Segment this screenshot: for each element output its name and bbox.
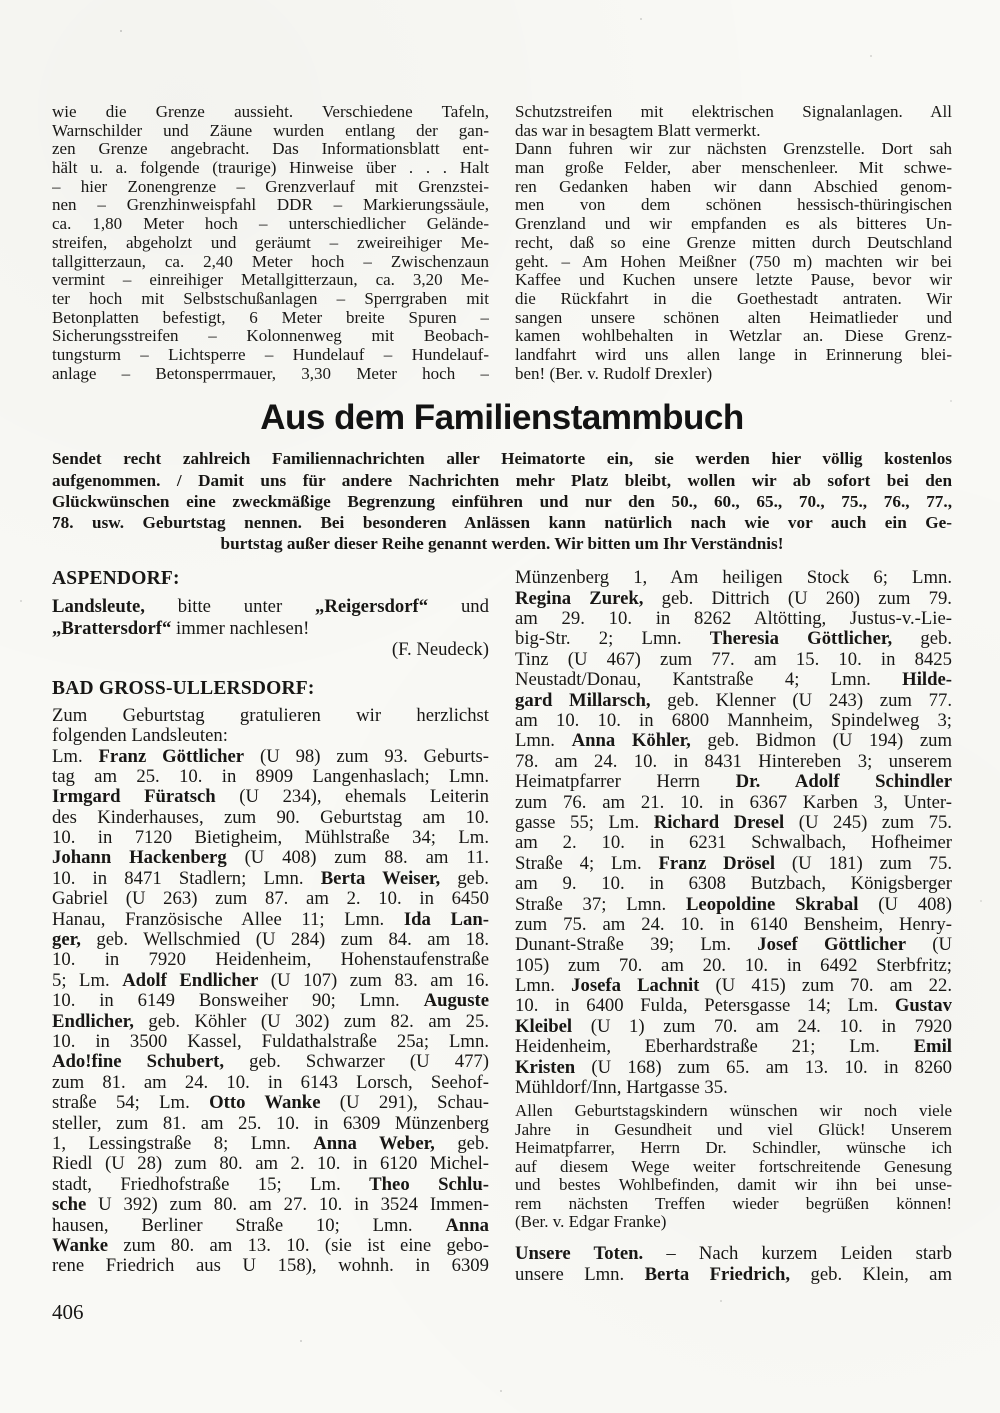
grenzfahrt-left-column — [52, 103, 489, 383]
text-line: Heidenheim, Eberhardstraße 21; Lm. Emil — [515, 1037, 952, 1058]
text-line: 105) zum 70. am 20. 10. in 6492 Sterbfritz; — [515, 955, 952, 976]
section-gap — [52, 661, 489, 678]
text-line: Kristen (U 168) zum 65. am 13. 10. in 8260 — [515, 1057, 952, 1078]
text-line: 1, Lessingstraße 8; Lmn. Anna Weber, geb. — [52, 1133, 489, 1154]
text-line: Mühldorf/Inn, Hartgasse 35. — [515, 1078, 728, 1099]
text-line: zen Grenze angebracht. Das Informationsblatt ent- — [52, 140, 489, 159]
text-line: tallgitterzaun, ca. 2,40 Meter hoch – Zwischenzaun — [52, 252, 489, 271]
aspendorf-text — [52, 596, 489, 661]
text-line: ren Gedanken haben wir dann Abschied genom- — [515, 177, 952, 196]
body-left-column — [52, 568, 489, 1285]
text-line: streifen, abgeholzt und geräumt – zweireihiger Me- — [52, 233, 489, 252]
text-line: zum 76. am 21. 10. in 6367 Karben 3, Unter- — [515, 792, 952, 813]
text-line: rene Friedrich aus U 158), wohnh. in 6309 — [52, 1256, 489, 1277]
text-line: vermint – einreihiger Metallgitterzaun, ca. 3,20 Me- — [52, 271, 489, 290]
text-line: „Brattersdorf“ immer nachlesen! — [52, 617, 310, 639]
text-line: Sendet recht zahlreich Familiennachrichten aller Heimatorte ein, sie werden hier völlig kostenlos — [52, 449, 952, 469]
text-line: 10. in 7920 Heidenheim, Hohenstaufenstraße — [52, 950, 489, 971]
text-line: recht, daß so eine Grenze mitten durch Deutschland — [515, 233, 952, 252]
text-line: hausen, Berliner Straße 10; Lmn. Anna — [52, 1215, 489, 1236]
text-line: landfahrt wird uns allen lange in Erinnerung blei- — [515, 345, 952, 364]
text-line: rem nächsten Treffen wieder begrüßen können! — [515, 1194, 952, 1213]
text-line: Allen Geburtstagskindern wünschen wir noch viele — [515, 1102, 952, 1121]
text-line: Regina Zurek, geb. Dittrich (U 260) zum 79. — [515, 588, 952, 609]
text-line: Hanau, Französische Allee 11; Lmn. Ida Lan- — [52, 909, 489, 930]
text-line: gasse 55; Lm. Richard Dresel (U 245) zum 75. — [515, 812, 952, 833]
text-line: ter hoch mit Selbstschußanlagen – Sperrgraben mit — [52, 289, 489, 308]
text-line: aufgenommen. / Damit uns für andere Nachrichten mehr Platz bleibt, wollen wir ab sofort bei den — [52, 470, 952, 490]
text-line: Irmgard Füratsch (U 234), ehemals Leiterin — [52, 787, 489, 808]
section-heading-bad-gross-ullersdorf: BAD GROSS-ULLERSDORF: — [52, 677, 315, 699]
text-line: Heimatpfarrer, Herrn Dr. Schindler, wünsche ich — [515, 1139, 952, 1158]
grenzfahrt-right-column — [515, 103, 952, 383]
text-line: anlage – Betonsperrmauer, 3,30 Meter hoch – — [52, 364, 489, 383]
grenzfahrt-article — [52, 103, 952, 383]
text-line: tungsturm – Lichtsperre – Hundelauf – Hundelauf- — [52, 345, 489, 364]
text-line: man große Felder, aber menschenleer. Mit schwe- — [515, 159, 952, 178]
text-line: am 9. 10. in 6308 Butzbach, Königsberger — [515, 874, 952, 895]
section-bad-gross-ullersdorf — [52, 678, 489, 1277]
body-right-column — [515, 568, 952, 1285]
text-line: Landsleute, bitte unter „Reigersdorf“ und — [52, 596, 489, 618]
text-line: 78. usw. Geburtstag nennen. Bei besonderen Anlässen kann natürlich nach wie vor auch ein Ge- — [52, 512, 952, 532]
text-line: Straße 4; Lm. Franz Drösel (U 181) zum 75. — [515, 853, 952, 874]
text-line: Warnschilder und Zäune wurden entlang der gan- — [52, 121, 489, 140]
text-line: 10. in 6400 Fulda, Petersgasse 14; Lm. Gustav — [515, 996, 952, 1017]
text-line: des Kinderhauses, zum 90. Geburtstag am 10. — [52, 807, 489, 828]
text-line: wie die Grenze aussieht. Verschiedene Tafeln, — [52, 103, 489, 121]
text-line: Wanke zum 80. am 13. 10. (sie ist eine gebo- — [52, 1235, 489, 1256]
text-line: Schutzstreifen mit elektrischen Signalanlagen. All — [515, 103, 952, 121]
text-line: Sicherungsstreifen – Kolonnenweg mit Beobach- — [52, 327, 489, 346]
text-line: auf diesem Wege weiter fortschreitende Genesung — [515, 1157, 952, 1176]
text-line: hält u. a. folgende (traurige) Hinweise über . . . Halt — [52, 159, 489, 178]
text-line: geht. – Am Hohen Meißner (750 m) machten wir bei — [515, 252, 952, 271]
text-line: (Ber. v. Edgar Franke) — [515, 1213, 667, 1232]
text-line: Kaffee und Kuchen unsere letzte Pause, bevor wir — [515, 271, 952, 290]
text-line: Straße 37; Lmn. Leopoldine Skrabal (U 408) — [515, 894, 952, 915]
text-line: unsere Lmn. Berta Friedrich, geb. Klein, am — [515, 1263, 952, 1285]
text-line: kamen wohlbehalten in Wetzlar an. Diese Grenz- — [515, 327, 952, 346]
text-line: sche U 392) zum 80. am 27. 10. in 3524 Immen- — [52, 1195, 489, 1216]
text-line: Heimatpfarrer Herrn Dr. Adolf Schindler — [515, 772, 952, 793]
text-line: stadt, Friedhofstraße 15; Lm. Theo Schlu- — [52, 1174, 489, 1195]
text-line: Unsere Toten. – Nach kurzem Leiden starb — [515, 1242, 952, 1264]
text-line: Lmn. Anna Köhler, geb. Bidmon (U 194) zum — [515, 731, 952, 752]
text-line: – hier Zonengrenze – Grenzverlauf mit Grenzstei- — [52, 177, 489, 196]
birthday-wishes-note — [515, 1102, 952, 1232]
text-line: burtstag außer dieser Reihe genannt werden. Wir bitten um Ihr Verständnis! — [220, 534, 784, 554]
text-line: die Rückfahrt in die Goethestadt antraten. Wir — [515, 289, 952, 308]
text-line: 10. in 6149 Bonsweiher 90; Lmn. Auguste — [52, 991, 489, 1012]
text-line: straße 54; Lm. Otto Wanke (U 291), Schau- — [52, 1093, 489, 1114]
text-line: (F. Neudeck) — [391, 639, 489, 661]
text-line: sangen unsere schönen alten Heimatlieder und — [515, 308, 952, 327]
text-line: Lmn. Josefa Lachnit (U 415) zum 70. am 22. — [515, 976, 952, 997]
text-line: am 10. 10. in 6800 Mannheim, Spindelweg 3; — [515, 710, 952, 731]
text-line: big-Str. 2; Lmn. Theresia Göttlicher, geb. — [515, 629, 952, 650]
text-line: Betonplatten befestigt, 6 Meter breite Spuren – — [52, 308, 489, 327]
text-line: Zum Geburtstag gratulieren wir herzlichst — [52, 705, 489, 726]
text-line: ben! (Ber. v. Rudolf Drexler) — [515, 364, 713, 383]
text-line: gard Millarsch, geb. Klenner (U 243) zum 77. — [515, 690, 952, 711]
text-line: Lm. Franz Göttlicher (U 98) zum 93. Geburts- — [52, 746, 489, 767]
text-line: steller, zum 81. am 25. 10. in 6309 Münzenberg — [52, 1113, 489, 1134]
text-line: am 2. 10. in 6231 Schwalbach, Hofheimer — [515, 833, 952, 854]
text-line: Ado!fine Schubert, geb. Schwarzer (U 477) — [52, 1052, 489, 1073]
text-line: Grenzland und wir empfanden es als bitteres Un- — [515, 215, 952, 234]
text-line: Münzenberg 1, Am heiligen Stock 6; Lmn. — [515, 568, 952, 589]
text-line: nen – Grenzhinweispfahl DDR – Markierungssäule, — [52, 196, 489, 215]
text-line: ger, geb. Wellschmied (U 284) zum 84. am 18. — [52, 930, 489, 951]
text-line: das war in besagtem Blatt vermerkt. — [515, 121, 761, 140]
text-line: zum 75. am 24. 10. in 6140 Bensheim, Henry- — [515, 914, 952, 935]
text-line: 10. in 3500 Kassel, Fuldathalstraße 25a; Lmn. — [52, 1032, 489, 1052]
text-line: Johann Hackenberg (U 408) zum 88. am 11. — [52, 848, 489, 869]
text-line: Jahre in Gesundheit und viel Glück! Unserem — [515, 1120, 952, 1139]
text-line: Dunant-Straße 39; Lm. Josef Göttlicher (U — [515, 935, 952, 956]
section-heading-aspendorf: ASPENDORF: — [52, 568, 180, 590]
text-line: Tinz (U 467) zum 77. am 15. 10. in 8425 — [515, 649, 952, 670]
text-line: und bestes Wohlbefinden, damit wir ihn bei unse- — [515, 1176, 952, 1195]
text-line: 10. in 7120 Bietigheim, Mühlstraße 34; Lm. — [52, 828, 489, 849]
text-line: Neustadt/Donau, Kantstraße 4; Lmn. Hilde- — [515, 670, 952, 691]
text-line: zum 81. am 24. 10. in 6143 Lorsch, Seehof- — [52, 1072, 489, 1093]
text-line: Dann fuhren wir zur nächsten Grenzstelle. Dort sah — [515, 140, 952, 159]
text-line: folgenden Landsleuten: — [52, 726, 228, 747]
text-line: 10. in 8471 Stadlern; Lmn. Berta Weiser, geb. — [52, 868, 489, 889]
text-line: 5; Lm. Adolf Endlicher (U 107) zum 83. am 16. — [52, 970, 489, 991]
familienstammbuch-intro — [52, 448, 952, 554]
text-line: Gabriel (U 263) zum 87. am 2. 10. in 6450 — [52, 889, 489, 910]
familienstammbuch-body — [52, 568, 952, 1285]
page-number: 406 — [52, 1299, 84, 1324]
text-line: Glückwünschen eine zweckmäßige Begrenzung einführen und nur den 50., 60., 65., 70., 75., 76., 77., — [52, 491, 952, 511]
text-line: men von dem schönen hessisch-thüringischen — [515, 196, 952, 215]
birthday-list-continued — [515, 568, 952, 1098]
bad-gross-ullersdorf-birthdays — [52, 706, 489, 1277]
text-line: 78. am 24. 10. in 8431 Hintereben 3; unserem — [515, 751, 952, 772]
unsere-toten-section — [515, 1243, 952, 1285]
text-line: Riedl (U 28) zum 80. am 2. 10. in 6120 Michel- — [52, 1154, 489, 1175]
text-line: tag am 25. 10. in 8909 Langenhaslach; Lmn. — [52, 766, 489, 787]
page-title: Aus dem Familienstammbuch — [260, 398, 744, 438]
text-line: Endlicher, geb. Köhler (U 302) zum 82. am 25. — [52, 1011, 489, 1032]
text-line: am 29. 10. in 8262 Altötting, Justus-v.-Lie- — [515, 609, 952, 630]
text-line: ca. 1,80 Meter hoch – unterschiedlicher Gelände- — [52, 215, 489, 234]
text-line: Kleibel (U 1) zum 70. am 24. 10. in 7920 — [515, 1016, 952, 1037]
section-aspendorf — [52, 568, 489, 661]
